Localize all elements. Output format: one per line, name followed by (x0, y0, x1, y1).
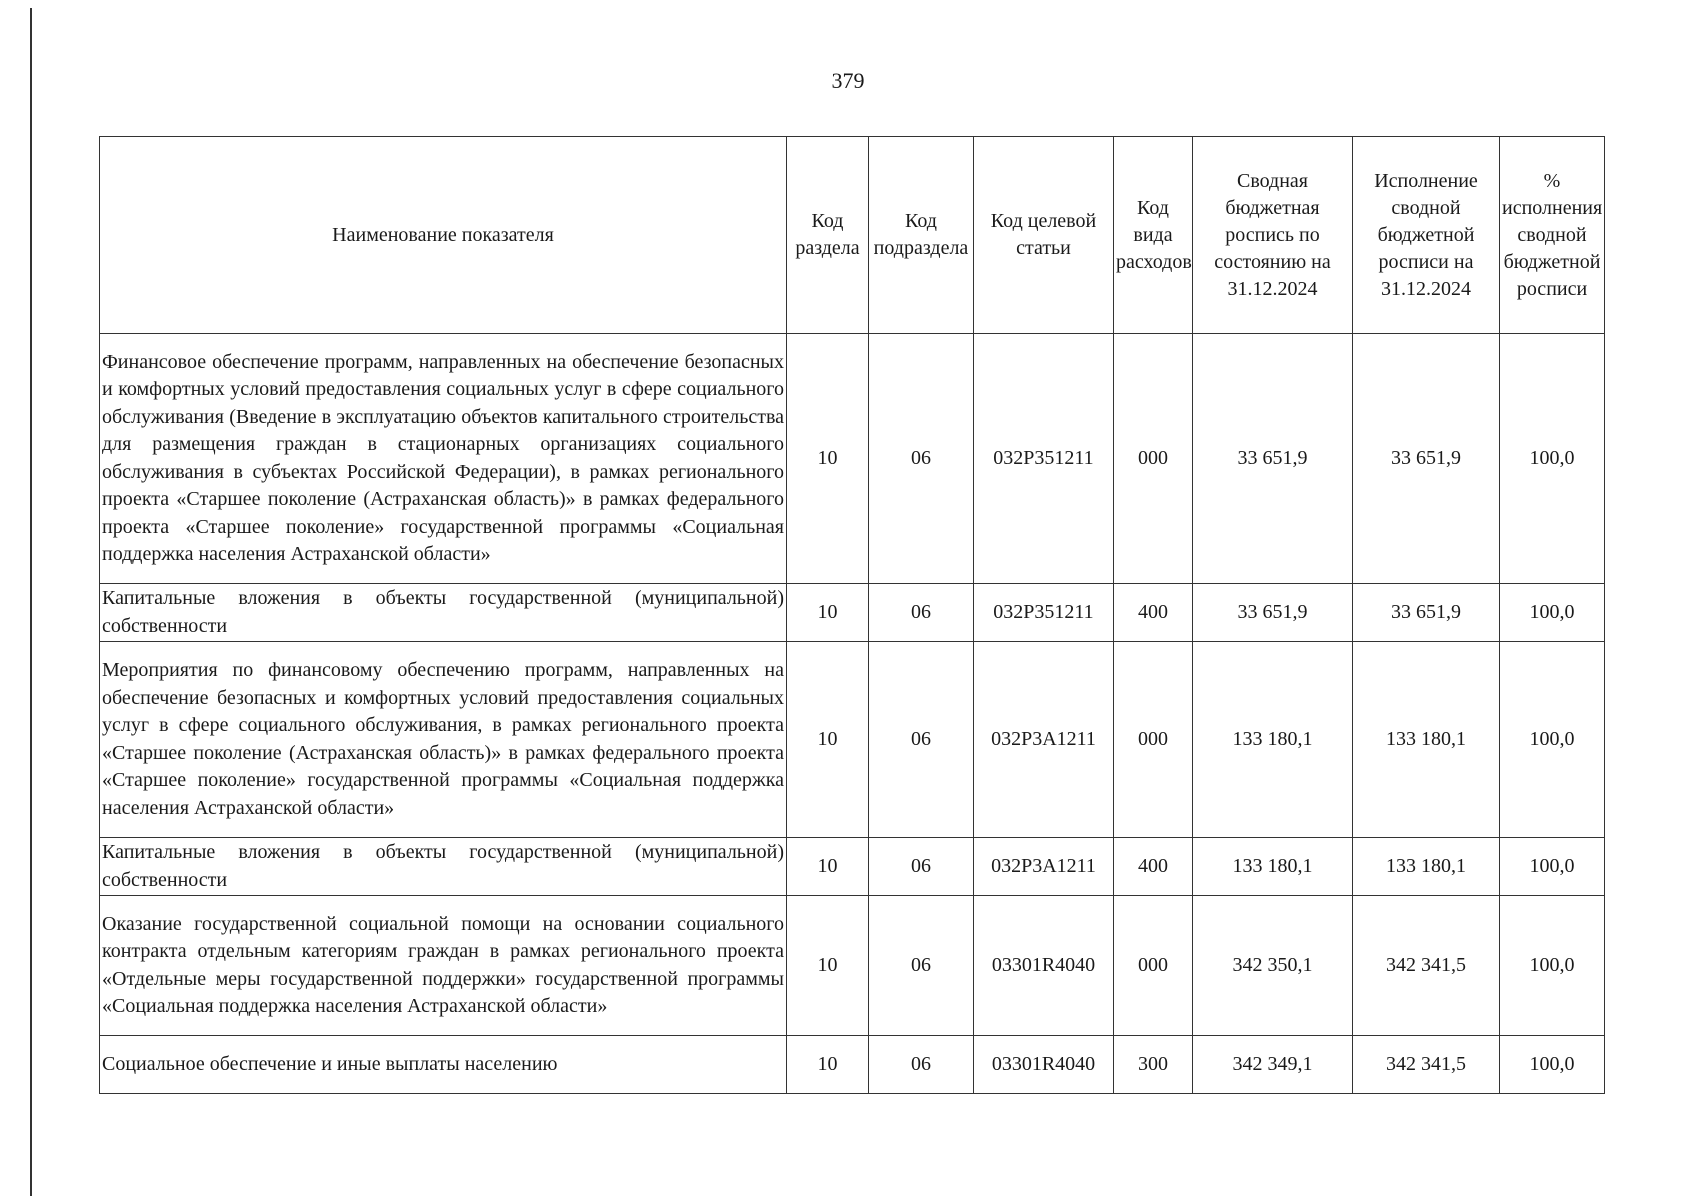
row-budget: 33 651,9 (1193, 584, 1353, 642)
row-budget: 133 180,1 (1193, 838, 1353, 896)
row-name: Мероприятия по финансовому обеспечению программ, направленных на обеспечение безопасных и комфортных условий предоставления социальных услуг в сфере социального обслуживания, в рамках регионального проекта «Старшее поколение (Астраханская область)» в рамках федерального проекта «Старшее поколение» государственной программы «Социальная поддержка населения Астраханской области» (100, 642, 787, 838)
row-budget: 342 349,1 (1193, 1036, 1353, 1094)
row-section: 10 (787, 334, 869, 584)
header-target: Код целевой статьи (974, 137, 1114, 334)
page-number: 379 (831, 68, 865, 93)
row-expense-type: 400 (1114, 584, 1193, 642)
row-budget: 342 350,1 (1193, 896, 1353, 1036)
row-section: 10 (787, 896, 869, 1036)
row-percent: 100,0 (1500, 838, 1605, 896)
row-target: 032P351211 (974, 584, 1114, 642)
row-subsection: 06 (869, 896, 974, 1036)
header-percent: % исполнения сводной бюджетной росписи (1500, 137, 1605, 334)
row-name: Социальное обеспечение и иные выплаты населению (100, 1036, 787, 1094)
header-budget: Сводная бюджетная роспись по состоянию на 31.12.2024 (1193, 137, 1353, 334)
row-target: 032P3A1211 (974, 642, 1114, 838)
table-row (100, 584, 1605, 642)
row-subsection: 06 (869, 1036, 974, 1094)
row-execution: 133 180,1 (1353, 838, 1500, 896)
row-name: Финансовое обеспечение программ, направленных на обеспечение безопасных и комфортных условий предоставления социальных услуг в сфере социального обслуживания (Введение в эксплуатацию объектов капитального строительства для размещения граждан в стационарных организациях социального обслуживания в субъектах Российской Федерации), в рамках регионального проекта «Старшее поколение (Астраханская область)» в рамках федерального проекта «Старшее поколение» государственной программы «Социальная поддержка населения Астраханской области» (100, 334, 787, 584)
row-name: Капитальные вложения в объекты государственной (муниципальной) собственности (100, 584, 787, 642)
row-percent: 100,0 (1500, 642, 1605, 838)
header-section: Код раздела (787, 137, 869, 334)
header-expense-type: Код вида расходов (1114, 137, 1193, 334)
header-execution: Исполнение сводной бюджетной росписи на 31.12.2024 (1353, 137, 1500, 334)
row-section: 10 (787, 1036, 869, 1094)
row-subsection: 06 (869, 334, 974, 584)
row-name: Капитальные вложения в объекты государственной (муниципальной) собственности (100, 838, 787, 896)
row-percent: 100,0 (1500, 896, 1605, 1036)
row-subsection: 06 (869, 838, 974, 896)
row-name: Оказание государственной социальной помощи на основании социального контракта отдельным категориям граждан в рамках регионального проекта «Отдельные меры государственной поддержки» государственной программы «Социальная поддержка населения Астраханской области» (100, 896, 787, 1036)
budget-table (99, 136, 1605, 1094)
row-target: 03301R4040 (974, 1036, 1114, 1094)
row-expense-type: 000 (1114, 334, 1193, 584)
row-subsection: 06 (869, 584, 974, 642)
header-name: Наименование показателя (100, 137, 787, 334)
row-expense-type: 000 (1114, 642, 1193, 838)
row-budget: 33 651,9 (1193, 334, 1353, 584)
row-expense-type: 400 (1114, 838, 1193, 896)
row-section: 10 (787, 584, 869, 642)
table-row (100, 642, 1605, 838)
table-row (100, 896, 1605, 1036)
row-section: 10 (787, 642, 869, 838)
row-execution: 342 341,5 (1353, 1036, 1500, 1094)
row-target: 03301R4040 (974, 896, 1114, 1036)
row-expense-type: 000 (1114, 896, 1193, 1036)
row-percent: 100,0 (1500, 584, 1605, 642)
row-target: 032P351211 (974, 334, 1114, 584)
row-target: 032P3A1211 (974, 838, 1114, 896)
row-percent: 100,0 (1500, 334, 1605, 584)
page-margin-line (30, 8, 32, 1196)
row-percent: 100,0 (1500, 1036, 1605, 1094)
table-header-row (100, 137, 1605, 334)
row-execution: 33 651,9 (1353, 584, 1500, 642)
row-execution: 342 341,5 (1353, 896, 1500, 1036)
row-expense-type: 300 (1114, 1036, 1193, 1094)
row-execution: 33 651,9 (1353, 334, 1500, 584)
table-row (100, 1036, 1605, 1094)
table-row (100, 838, 1605, 896)
header-subsection: Код подраздела (869, 137, 974, 334)
row-budget: 133 180,1 (1193, 642, 1353, 838)
row-section: 10 (787, 838, 869, 896)
row-subsection: 06 (869, 642, 974, 838)
row-execution: 133 180,1 (1353, 642, 1500, 838)
table-row (100, 334, 1605, 584)
